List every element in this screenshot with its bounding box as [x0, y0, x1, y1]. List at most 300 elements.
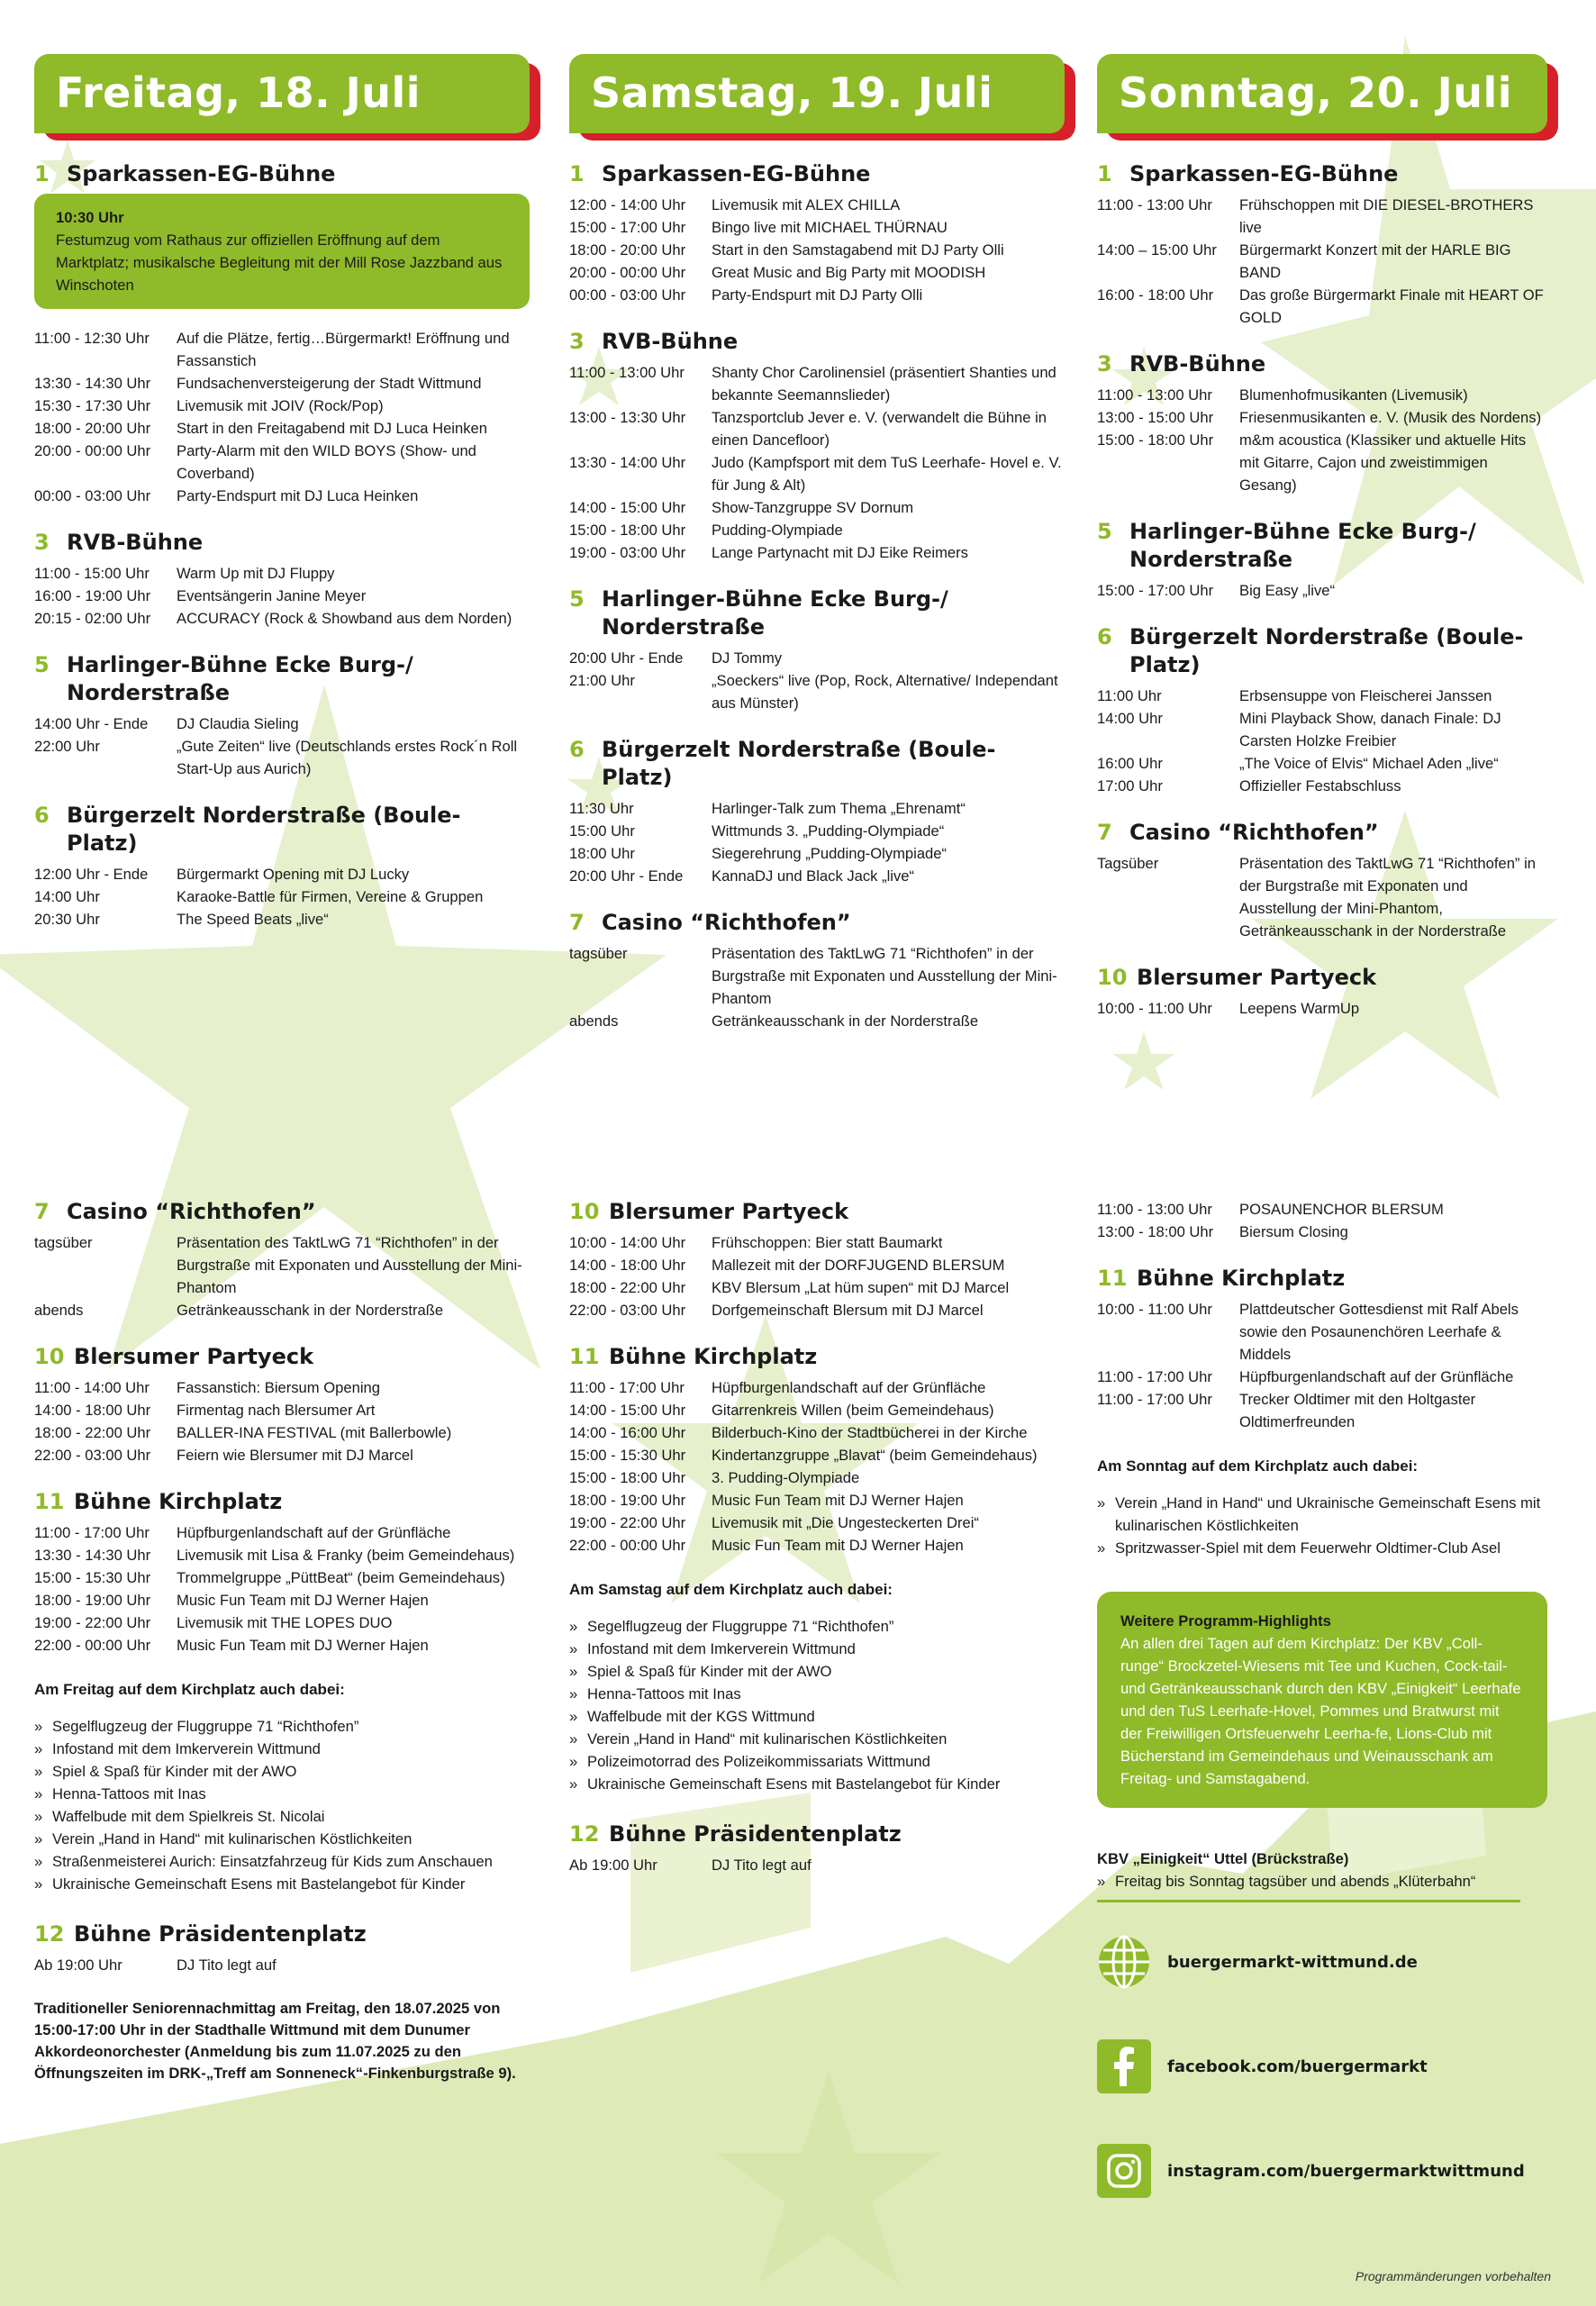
schedule-row	[1097, 775, 1547, 797]
schedule-row	[34, 485, 530, 507]
schedule-list	[569, 1854, 1065, 1876]
schedule-time: 15:00 - 18:00 Uhr	[569, 1469, 686, 1486]
schedule-row	[1097, 997, 1547, 1020]
saturday-header	[569, 54, 1065, 133]
schedule-time: Tagsüber	[1097, 855, 1159, 872]
schedule-time: 18:00 - 22:00 Uhr	[34, 1424, 151, 1441]
schedule-row	[1097, 1298, 1547, 1366]
schedule-description: Livemusik mit „Die Ungesteckerten Drei“	[712, 1514, 979, 1531]
also-list	[34, 1715, 530, 1895]
schedule-row	[569, 865, 1065, 887]
schedule-description: Start in den Samstagabend mit DJ Party Olli	[712, 241, 1004, 259]
schedule-description: „Soeckers“ live (Pop, Rock, Alternative/ Independant aus Münster)	[712, 672, 1058, 712]
list-item: » Waffelbude mit dem Spielkreis St. Nicolai	[34, 1805, 530, 1828]
stage-number: 7	[1097, 820, 1112, 845]
schedule-list	[1097, 997, 1547, 1020]
schedule-row	[569, 361, 1065, 406]
schedule-list	[1097, 685, 1547, 797]
also-list	[569, 1615, 1065, 1795]
schedule-list	[1097, 852, 1547, 942]
stage-11	[34, 1488, 530, 1657]
list-item: » Verein „Hand in Hand“ mit kulinarischen Köstlichkeiten	[34, 1828, 530, 1850]
stage-name: Harlinger-Bühne Ecke Burg-/ Norderstraße	[1129, 519, 1476, 572]
stage-number: 6	[34, 803, 50, 828]
schedule-time: 15:00 - 18:00 Uhr	[1097, 431, 1214, 449]
schedule-time: 15:30 - 17:30 Uhr	[34, 397, 151, 414]
schedule-time: 11:00 - 13:00 Uhr	[1097, 196, 1212, 213]
schedule-row	[34, 713, 530, 735]
schedule-time: 21:00 Uhr	[569, 672, 635, 689]
schedule-description: Wittmunds 3. „Pudding-Olympiade“	[712, 822, 945, 840]
schedule-time: 10:00 - 11:00 Uhr	[1097, 1301, 1212, 1318]
list-item: » Segelflugzeug der Fluggruppe 71 “Richthofen”	[34, 1715, 530, 1738]
schedule-row	[569, 1534, 1065, 1557]
schedule-time: 14:00 Uhr	[34, 888, 100, 905]
stage-name: Harlinger-Bühne Ecke Burg-/ Norderstraße	[67, 652, 413, 705]
schedule-time: 14:00 Uhr	[1097, 710, 1163, 727]
schedule-row	[569, 239, 1065, 261]
schedule-description: Getränkeausschank in der Norderstraße	[177, 1302, 444, 1319]
stage-5	[1097, 518, 1547, 602]
footnote: Programmänderungen vorbehalten	[1355, 2269, 1551, 2283]
schedule-description: Tanzsportclub Jever e. V. (verwandelt die Bühne in einen Dancefloor)	[712, 409, 1047, 449]
schedule-list	[34, 562, 530, 630]
schedule-time: 15:00 - 17:00 Uhr	[569, 219, 686, 236]
stage-name: Bühne Kirchplatz	[609, 1344, 818, 1369]
schedule-list	[34, 1376, 530, 1466]
schedule-row	[34, 562, 530, 585]
stage-heading	[1097, 964, 1547, 992]
stage-7	[569, 909, 1065, 1032]
stage-name: Bürgerzelt Norderstraße (Boule-Platz)	[1129, 624, 1524, 677]
schedule-description: Frühschoppen: Bier statt Baumarkt	[712, 1234, 943, 1251]
schedule-time: 18:00 - 19:00 Uhr	[34, 1592, 151, 1609]
stage-6	[569, 736, 1065, 887]
schedule-row	[569, 1421, 1065, 1444]
schedule-list	[34, 1954, 530, 1976]
sunday-column-lower	[1097, 1198, 1547, 2200]
stage-heading	[569, 1198, 1065, 1226]
schedule-list	[1097, 1198, 1547, 1243]
schedule-row	[34, 1521, 530, 1544]
schedule-time: 18:00 - 20:00 Uhr	[34, 420, 151, 437]
schedule-description: DJ Tito legt auf	[712, 1857, 812, 1874]
stage-heading	[1097, 819, 1547, 847]
schedule-description: KBV Blersum „Lat hüm supen“ mit DJ Marcel	[712, 1279, 1010, 1296]
stage-1	[569, 160, 1065, 306]
schedule-description: Bürgermarkt Opening mit DJ Lucky	[177, 866, 410, 883]
schedule-row	[1097, 752, 1547, 775]
schedule-time: 15:00 - 17:00 Uhr	[1097, 582, 1214, 599]
day-title: Samstag, 19. Juli	[569, 54, 1065, 133]
schedule-row	[34, 395, 530, 417]
schedule-time: 13:00 - 18:00 Uhr	[1097, 1223, 1214, 1240]
schedule-description: BALLER-INA FESTIVAL (mit Ballerbowle)	[177, 1424, 452, 1441]
schedule-description: Shanty Chor Carolinensiel (präsentiert Shanties und bekannte Seemannslieder)	[712, 364, 1056, 404]
schedule-row	[569, 1854, 1065, 1876]
list-item: » Waffelbude mit der KGS Wittmund	[569, 1705, 1065, 1728]
schedule-row	[34, 1634, 530, 1657]
list-item: » Spiel & Spaß für Kinder mit der AWO	[569, 1660, 1065, 1683]
schedule-list	[1097, 579, 1547, 602]
schedule-description: Music Fun Team mit DJ Werner Hajen	[712, 1537, 964, 1554]
stage-6	[1097, 623, 1547, 797]
schedule-row	[34, 327, 530, 372]
also-heading: Am Sonntag auf dem Kirchplatz auch dabei:	[1097, 1457, 1419, 1475]
schedule-description: Mini Playback Show, danach Finale: DJ Carsten Holzke Freibier	[1239, 710, 1501, 749]
schedule-row	[569, 1512, 1065, 1534]
schedule-description: Feiern wie Blersumer mit DJ Marcel	[177, 1447, 413, 1464]
stage-number: 1	[34, 161, 50, 186]
schedule-time: Ab 19:00 Uhr	[34, 1956, 122, 1974]
schedule-description: Party-Endspurt mit DJ Luca Heinken	[177, 487, 419, 504]
stage-name: Blersumer Partyeck	[1137, 965, 1377, 990]
schedule-list	[1097, 384, 1547, 496]
schedule-time: 11:30 Uhr	[569, 800, 634, 817]
schedule-time: 11:00 - 13:00 Uhr	[1097, 386, 1212, 404]
schedule-row	[34, 1566, 530, 1589]
schedule-row	[569, 406, 1065, 451]
stage-heading	[569, 1343, 1065, 1371]
stage-name: RVB-Bühne	[67, 530, 204, 555]
schedule-time: 17:00 Uhr	[1097, 777, 1163, 794]
stage-number: 3	[34, 530, 50, 555]
schedule-description: Music Fun Team mit DJ Werner Hajen	[712, 1492, 964, 1509]
schedule-description: Music Fun Team mit DJ Werner Hajen	[177, 1592, 429, 1609]
schedule-row	[569, 1254, 1065, 1276]
friday-column	[34, 54, 530, 952]
schedule-row	[569, 647, 1065, 669]
stage-10	[1097, 964, 1547, 1020]
schedule-description: Hüpfburgenlandschaft auf der Grünfläche	[1239, 1368, 1514, 1385]
schedule-description: Livemusik mit JOIV (Rock/Pop)	[177, 397, 384, 414]
schedule-row	[34, 1444, 530, 1466]
schedule-time: 16:00 - 19:00 Uhr	[34, 587, 151, 604]
schedule-row	[569, 541, 1065, 564]
schedule-list	[34, 863, 530, 931]
instagram-icon	[1097, 2144, 1151, 2198]
sunday-header	[1097, 54, 1547, 133]
schedule-description: Biersum Closing	[1239, 1223, 1348, 1240]
list-item: » Henna-Tattoos mit Inas	[34, 1783, 530, 1805]
schedule-time: tagsüber	[569, 945, 628, 962]
website-link[interactable]: buergermarkt-wittmund.de	[1097, 1933, 1547, 1991]
schedule-description: Das große Bürgermarkt Finale mit HEART OF GOLD	[1239, 286, 1544, 326]
stage-heading	[569, 909, 1065, 937]
schedule-list	[569, 797, 1065, 887]
stage-number: 6	[1097, 624, 1112, 649]
schedule-time: tagsüber	[34, 1234, 93, 1251]
schedule-time: 13:00 - 13:30 Uhr	[569, 409, 686, 426]
schedule-description: Friesenmusikanten e. V. (Musik des Nordens)	[1239, 409, 1542, 426]
schedule-description: Eventsängerin Janine Meyer	[177, 587, 367, 604]
schedule-row	[34, 885, 530, 908]
schedule-list	[34, 713, 530, 780]
schedule-description: Harlinger-Talk zum Thema „Ehrenamt“	[712, 800, 966, 817]
schedule-description: 3. Pudding-Olympiade	[712, 1469, 860, 1486]
stage-heading	[1097, 1265, 1547, 1293]
stage-heading	[569, 736, 1065, 792]
schedule-description: KannaDJ und Black Jack „live“	[712, 867, 915, 885]
divider	[1097, 1900, 1520, 1902]
schedule-description: Siegerehrung „Pudding-Olympiade“	[712, 845, 948, 862]
saturday-column	[569, 54, 1065, 1054]
schedule-description: Auf die Plätze, fertig…Bürgermarkt! Eröffnung und Fassanstich	[177, 330, 510, 369]
schedule-row	[569, 261, 1065, 284]
schedule-description: Show-Tanzgruppe SV Dornum	[712, 499, 914, 516]
schedule-time: 22:00 - 03:00 Uhr	[34, 1447, 151, 1464]
schedule-row	[569, 216, 1065, 239]
schedule-time: 22:00 - 00:00 Uhr	[34, 1637, 151, 1654]
schedule-time: 14:00 Uhr - Ende	[34, 715, 149, 732]
schedule-list	[569, 1231, 1065, 1321]
schedule-time: 14:00 - 18:00 Uhr	[34, 1402, 151, 1419]
facebook-link[interactable]: facebook.com/buergermarkt	[1097, 2038, 1547, 2095]
schedule-row	[569, 1444, 1065, 1466]
schedule-description: ACCURACY (Rock & Showband aus dem Norden)	[177, 610, 512, 627]
schedule-time: 18:00 - 20:00 Uhr	[569, 241, 686, 259]
schedule-description: m&m acoustica (Klassiker und aktuelle Hits mit Gitarre, Cajon und zweistimmigen Gesang)	[1239, 431, 1527, 494]
schedule-time: 20:30 Uhr	[34, 911, 100, 928]
schedule-time: 13:30 - 14:30 Uhr	[34, 375, 151, 392]
schedule-description: Präsentation des TaktLwG 71 “Richthofen” in der Burgstraße mit Exponaten und Ausstellung der Mini-Phantom	[177, 1234, 522, 1296]
schedule-row	[34, 1544, 530, 1566]
schedule-row	[1097, 1366, 1547, 1388]
schedule-time: 00:00 - 03:00 Uhr	[569, 286, 686, 304]
schedule-description: Bürgermarkt Konzert mit der HARLE BIG BAND	[1239, 241, 1511, 281]
schedule-list	[569, 647, 1065, 714]
schedule-list	[34, 1521, 530, 1657]
stage-name: Sparkassen-EG-Bühne	[602, 161, 871, 186]
schedule-description: Warm Up mit DJ Fluppy	[177, 565, 335, 582]
schedule-time: 19:00 - 03:00 Uhr	[569, 544, 686, 561]
stage-heading	[1097, 160, 1547, 188]
schedule-row	[569, 1231, 1065, 1254]
list-item: » Infostand mit dem Imkerverein Wittmund	[34, 1738, 530, 1760]
stage-name: Harlinger-Bühne Ecke Burg-/ Norderstraße	[602, 586, 948, 640]
stage-number: 5	[34, 652, 50, 677]
schedule-time: 13:30 - 14:00 Uhr	[569, 454, 686, 471]
stage-heading	[34, 1343, 530, 1371]
schedule-row	[569, 1399, 1065, 1421]
stage-number: 1	[569, 161, 585, 186]
day-title: Sonntag, 20. Juli	[1097, 54, 1547, 133]
stage-number: 1	[1097, 161, 1112, 186]
schedule-time: 14:00 - 15:00 Uhr	[569, 499, 686, 516]
stage-heading	[569, 1820, 1065, 1848]
stage-7	[1097, 819, 1547, 942]
schedule-description: POSAUNENCHOR BLERSUM	[1239, 1201, 1444, 1218]
schedule-time: 19:00 - 22:00 Uhr	[34, 1614, 151, 1631]
friday-column-lower	[34, 1198, 530, 2084]
schedule-row	[1097, 579, 1547, 602]
list-item: » Ukrainische Gemeinschaft Esens mit Bastelangebot für Kinder	[34, 1873, 530, 1895]
list-item: » Henna-Tattoos mit Inas	[569, 1683, 1065, 1705]
schedule-description: DJ Tito legt auf	[177, 1956, 277, 1974]
schedule-description: Hüpfburgenlandschaft auf der Grünfläche	[177, 1524, 451, 1541]
stage-heading	[34, 1198, 530, 1226]
stage-heading	[34, 651, 530, 707]
schedule-description: „Gute Zeiten“ live (Deutschlands erstes Rock´n Roll Start-Up aus Aurich)	[177, 738, 518, 777]
schedule-row	[569, 1299, 1065, 1321]
schedule-row	[569, 1010, 1065, 1032]
schedule-row	[34, 1954, 530, 1976]
stage-heading	[34, 1488, 530, 1516]
stage-10	[569, 1198, 1065, 1321]
schedule-row	[569, 842, 1065, 865]
schedule-description: Livemusik mit THE LOPES DUO	[177, 1614, 393, 1631]
schedule-description: Karaoke-Battle für Firmen, Vereine & Gruppen	[177, 888, 484, 905]
stage-heading	[34, 529, 530, 557]
stage-number: 10	[1097, 965, 1128, 990]
stage-name: Bühne Kirchplatz	[1137, 1266, 1346, 1291]
schedule-row	[569, 797, 1065, 820]
schedule-row	[1097, 1388, 1547, 1433]
schedule-time: 22:00 - 00:00 Uhr	[569, 1537, 686, 1554]
stage-11	[1097, 1265, 1547, 1433]
schedule-time: 18:00 - 22:00 Uhr	[569, 1279, 686, 1296]
stage-number: 10	[569, 1199, 600, 1224]
schedule-list	[1097, 1298, 1547, 1433]
schedule-description: Erbsensuppe von Fleischerei Janssen	[1239, 687, 1492, 704]
schedule-time: abends	[569, 1012, 619, 1030]
stage-5	[569, 586, 1065, 714]
stage-heading	[34, 160, 530, 188]
stage-name: Casino “Richthofen”	[67, 1199, 316, 1224]
schedule-row	[1097, 384, 1547, 406]
stage-1	[34, 160, 530, 507]
kbv-title: KBV „Einigkeit“ Uttel (Brückstraße)	[1097, 1850, 1349, 1867]
schedule-description: Leepens WarmUp	[1239, 1000, 1360, 1017]
schedule-description: Offizieller Festabschluss	[1239, 777, 1401, 794]
schedule-row	[34, 1231, 530, 1299]
stage-number: 6	[569, 737, 585, 762]
stage-number: 12	[34, 1921, 65, 1947]
schedule-time: 14:00 - 16:00 Uhr	[569, 1424, 686, 1441]
schedule-time: 12:00 - 14:00 Uhr	[569, 196, 686, 213]
list-item: » Spiel & Spaß für Kinder mit der AWO	[34, 1760, 530, 1783]
stage-12	[569, 1820, 1065, 1876]
schedule-description: Trommelgruppe „PüttBeat“ (beim Gemeindehaus)	[177, 1569, 505, 1586]
schedule-row	[1097, 1198, 1547, 1221]
schedule-description: Lange Partynacht mit DJ Eike Reimers	[712, 544, 968, 561]
list-item: » Freitag bis Sonntag tagsüber und abends „Klüterbahn“	[1097, 1870, 1547, 1893]
stage-name: Bühne Präsidentenplatz	[609, 1821, 902, 1847]
schedule-description: Music Fun Team mit DJ Werner Hajen	[177, 1637, 429, 1654]
schedule-description: Party-Endspurt mit DJ Party Olli	[712, 286, 923, 304]
schedule-description: Getränkeausschank in der Norderstraße	[712, 1012, 979, 1030]
instagram-link[interactable]: instagram.com/buergermarktwittmund	[1097, 2142, 1547, 2200]
stage-name: Casino “Richthofen”	[1129, 820, 1379, 845]
stage-number: 5	[569, 586, 585, 612]
stage-name: Blersumer Partyeck	[74, 1344, 314, 1369]
sunday-column	[1097, 54, 1547, 1041]
schedule-row	[569, 1276, 1065, 1299]
stage-heading	[34, 802, 530, 858]
stage-7	[34, 1198, 530, 1321]
schedule-description: Gitarrenkreis Willen (beim Gemeindehaus)	[712, 1402, 994, 1419]
schedule-row	[1097, 1221, 1547, 1243]
schedule-row	[1097, 239, 1547, 284]
stage-name: Blersumer Partyeck	[609, 1199, 849, 1224]
schedule-time: 10:00 - 11:00 Uhr	[1097, 1000, 1212, 1017]
stage-number: 11	[34, 1489, 65, 1514]
stage-heading	[34, 1920, 530, 1948]
schedule-time: 11:00 - 17:00 Uhr	[569, 1379, 685, 1396]
schedule-time: 16:00 Uhr	[1097, 755, 1163, 772]
schedule-time: 20:00 - 00:00 Uhr	[34, 442, 151, 459]
stage-number: 11	[569, 1344, 600, 1369]
schedule-description: Bingo live mit MICHAEL THÜRNAU	[712, 219, 948, 236]
stage-heading	[569, 586, 1065, 641]
stage-name: Bühne Kirchplatz	[74, 1489, 283, 1514]
schedule-description: Party-Alarm mit den WILD BOYS (Show- und Coverband)	[177, 442, 476, 482]
stage-1	[1097, 160, 1547, 329]
stage-name: RVB-Bühne	[1129, 351, 1266, 377]
schedule-time: 15:00 - 18:00 Uhr	[569, 522, 686, 539]
stage-number: 7	[34, 1199, 50, 1224]
schedule-time: 13:30 - 14:30 Uhr	[34, 1547, 151, 1564]
stage-name: Casino “Richthofen”	[602, 910, 851, 935]
schedule-list	[34, 327, 530, 507]
schedule-time: 11:00 - 15:00 Uhr	[34, 565, 150, 582]
stage-11	[569, 1343, 1065, 1557]
schedule-description: Great Music and Big Party mit MOODISH	[712, 264, 986, 281]
schedule-time: 19:00 - 22:00 Uhr	[569, 1514, 686, 1531]
schedule-time: 22:00 Uhr	[34, 738, 100, 755]
schedule-description: Firmentag nach Blersumer Art	[177, 1402, 376, 1419]
stage-number: 3	[569, 329, 585, 354]
stage-name: Bühne Präsidentenplatz	[74, 1921, 367, 1947]
list-item: » Verein „Hand in Hand“ mit kulinarischen Köstlichkeiten	[569, 1728, 1065, 1750]
schedule-row	[569, 1466, 1065, 1489]
schedule-time: 00:00 - 03:00 Uhr	[34, 487, 151, 504]
schedule-description: Big Easy „live“	[1239, 582, 1336, 599]
schedule-time: 14:00 - 15:00 Uhr	[569, 1402, 686, 1419]
schedule-row	[569, 519, 1065, 541]
facebook-icon	[1097, 2039, 1151, 2093]
schedule-time: 11:00 - 17:00 Uhr	[1097, 1391, 1212, 1408]
schedule-description: DJ Claudia Sieling	[177, 715, 299, 732]
schedule-row	[34, 908, 530, 931]
stage-3	[1097, 350, 1547, 496]
stage-number: 11	[1097, 1266, 1128, 1291]
schedule-description: Fundsachenversteigerung der Stadt Wittmund	[177, 375, 482, 392]
saturday-column-lower	[569, 1198, 1065, 1898]
schedule-time: 11:00 - 17:00 Uhr	[1097, 1368, 1212, 1385]
schedule-time: 15:00 Uhr	[569, 822, 635, 840]
schedule-time: 20:00 Uhr - Ende	[569, 649, 684, 667]
schedule-row	[569, 194, 1065, 216]
stage-name: Sparkassen-EG-Bühne	[67, 161, 336, 186]
list-item: » Polizeimotorrad des Polizeikommissariats Wittmund	[569, 1750, 1065, 1773]
schedule-row	[1097, 429, 1547, 496]
schedule-time: 22:00 - 03:00 Uhr	[569, 1302, 686, 1319]
schedule-row	[34, 372, 530, 395]
schedule-row	[34, 1299, 530, 1321]
schedule-time: 11:00 - 17:00 Uhr	[34, 1524, 150, 1541]
schedule-row	[569, 820, 1065, 842]
schedule-time: 11:00 - 12:30 Uhr	[34, 330, 150, 347]
stage-heading	[1097, 350, 1547, 378]
stage-name: Bürgerzelt Norderstraße (Boule-Platz)	[602, 737, 996, 790]
schedule-row	[34, 1611, 530, 1634]
stage-number: 12	[569, 1821, 600, 1847]
schedule-row	[34, 607, 530, 630]
stage-3	[569, 328, 1065, 564]
highlights-text: An allen drei Tagen auf dem Kirchplatz: Der KBV „Coll-runge“ Brockzetel-Wiesens mit Tee und Kuchen, Cock-tail- und Getränkeausschank durch den KBV „Einigkeit“ Leerhafe und den TuS Leerhafe-Hovel, Pommes und Bratwurst mit der Freiwilligen Ortsfeuerwehr Leerha-fe, Lions-Club mit Bücherstand im Gemeindehaus und Weinausschank am Freitag- und Samstagabend.	[1120, 1635, 1521, 1787]
schedule-list	[569, 194, 1065, 306]
